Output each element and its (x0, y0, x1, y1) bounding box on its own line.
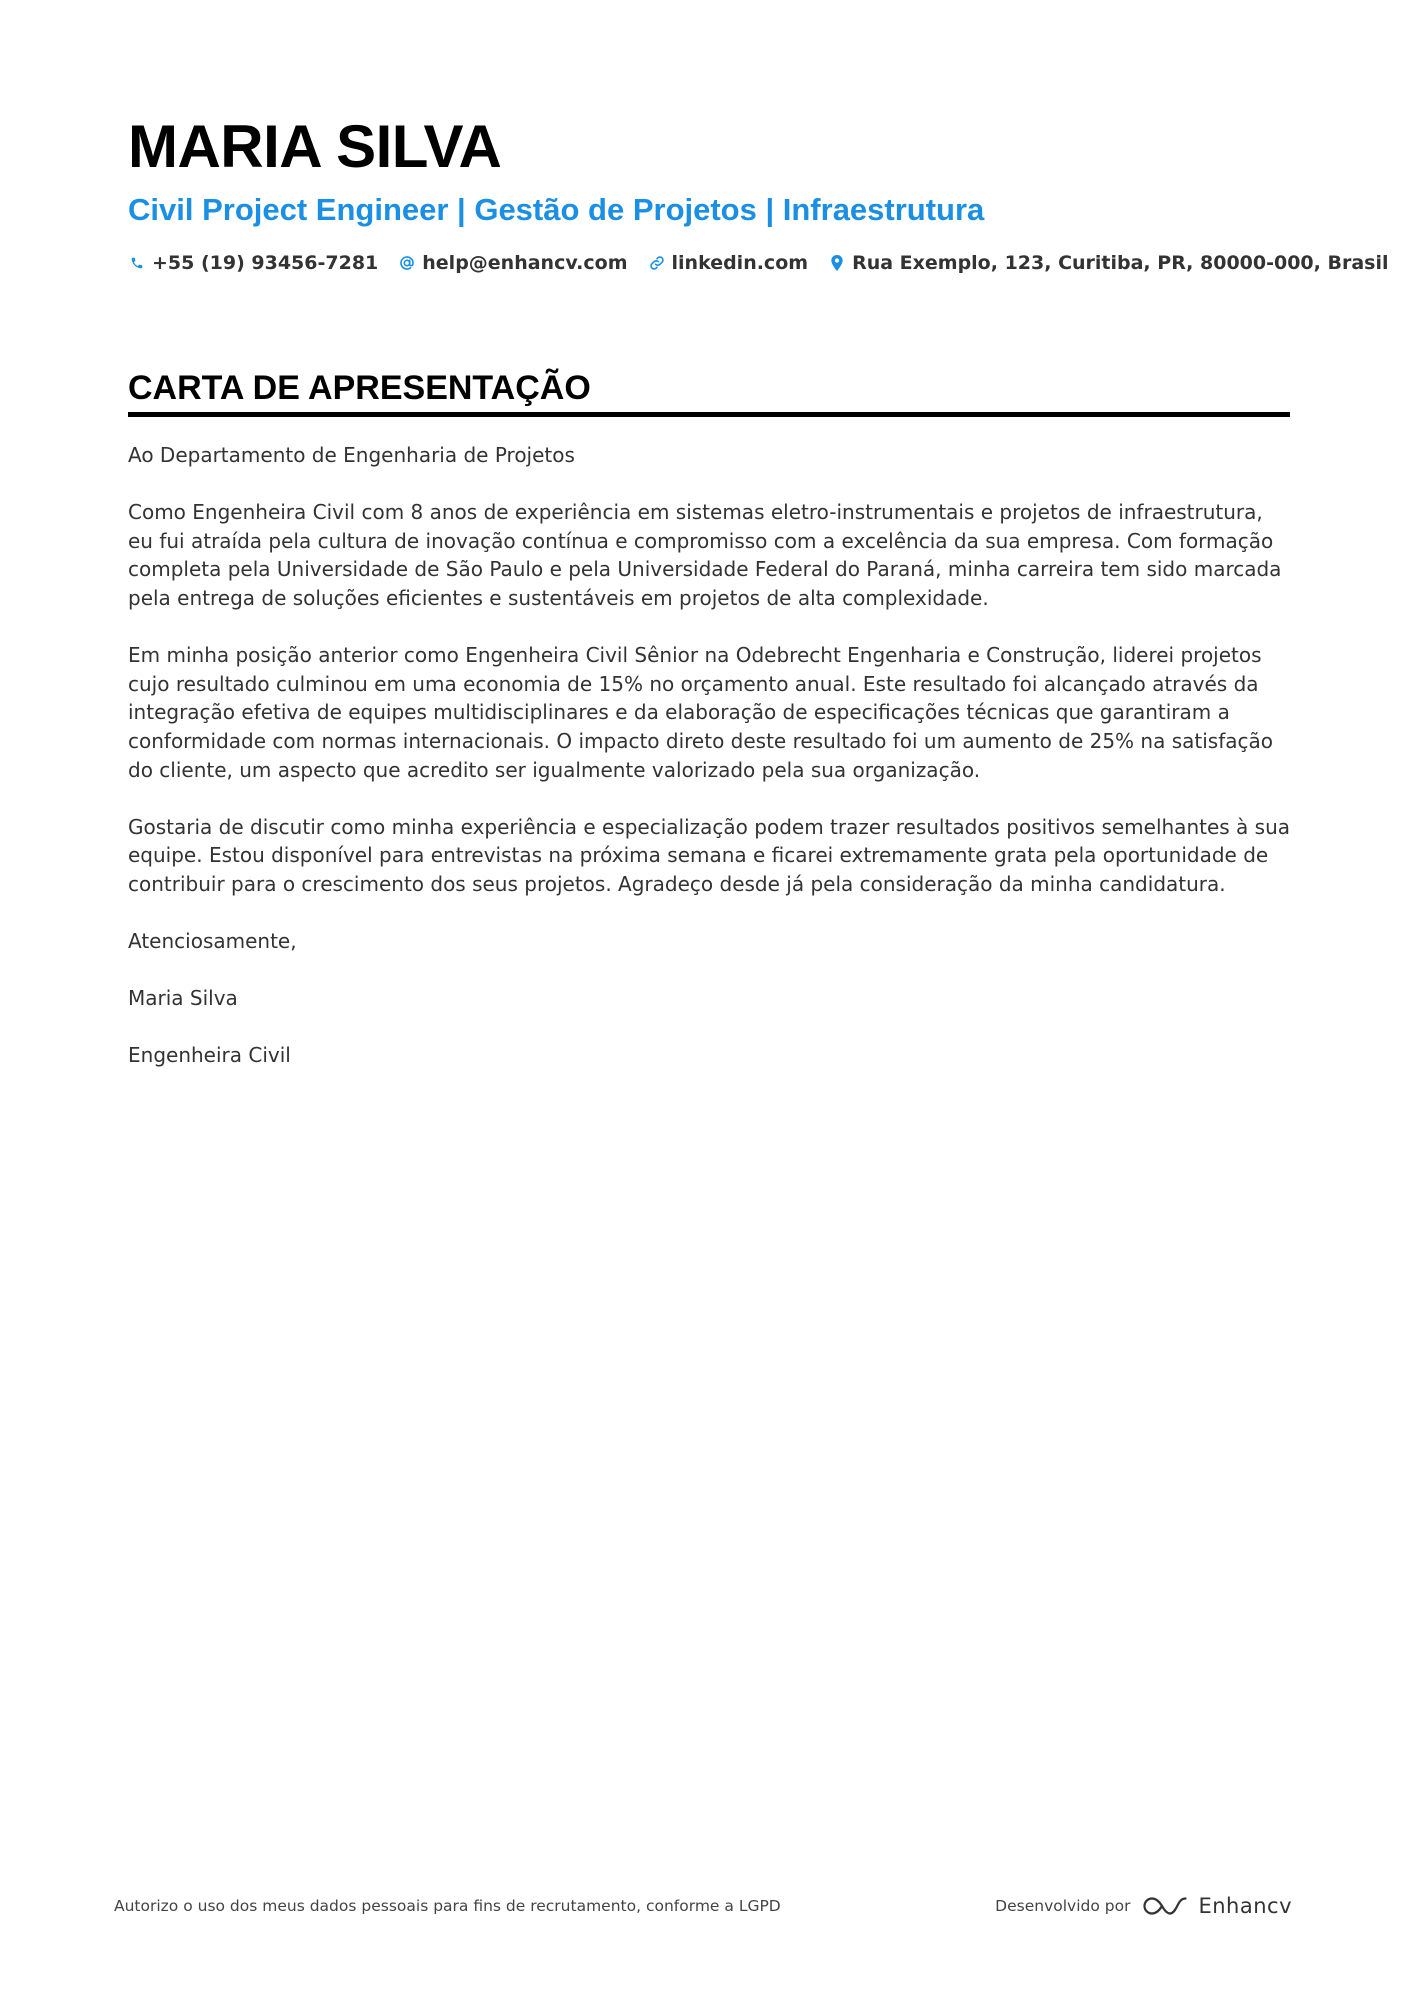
contact-address (828, 252, 1388, 274)
enhancv-logo-icon (1142, 1894, 1188, 1918)
contact-phone-text: +55 (19) 93456-7281 (152, 252, 379, 274)
contact-address-text: Rua Exemplo, 123, Curitiba, PR, 80000-000, Brasil (852, 252, 1389, 274)
paragraph-intro: Como Engenheira Civil com 8 anos de experiência em sistemas eletro-instrumentais e projetos de infraestrutura, eu fui atraída pela cultura de inovação contínua e compromisso com a excelência da sua empresa. Com formação completa pela Universidade de São Paulo e pela Universidade Federal do Paraná, minha carreira tem sido marcada pela entrega de soluções eficientes e sustentáveis em projetos de alta complexidade. (128, 500, 1282, 610)
sign-off: Atenciosamente, (128, 929, 297, 954)
contact-bar (128, 252, 1389, 274)
salutation: Ao Departamento de Engenharia de Projetos (128, 443, 575, 467)
enhancv-brand: Enhancv (1198, 1894, 1292, 1918)
signature-name: Maria Silva (128, 986, 238, 1011)
link-icon (648, 254, 666, 272)
at-icon (398, 254, 416, 272)
candidate-title: Civil Project Engineer | Gestão de Projetos | Infraestrutura (128, 192, 985, 227)
section-title: CARTA DE APRESENTAÇÃO (128, 366, 1290, 417)
lgpd-consent: Autorizo o uso dos meus dados pessoais para fins de recrutamento, conforme a LGPD (114, 1897, 781, 1915)
header (128, 112, 1389, 274)
phone-icon (128, 254, 146, 272)
powered-by-label: Desenvolvido por (995, 1897, 1131, 1915)
candidate-name: MARIA SILVA (128, 113, 502, 180)
contact-phone (128, 252, 378, 274)
letter-body (128, 441, 1290, 1070)
cover-letter-section (128, 366, 1290, 1099)
powered-by (995, 1894, 1292, 1918)
contact-email-text[interactable]: help@enhancv.com (422, 252, 628, 274)
contact-email[interactable] (398, 252, 627, 274)
footer (114, 1894, 1292, 1918)
paragraph-closing: Gostaria de discutir como minha experiência e especialização podem trazer resultados positivos semelhantes à sua equipe. Estou disponível para entrevistas na próxima semana e ficarei extremamente grata pela oportunidade de contribuir para o crescimento dos seus projetos. Agradeço desde já pela consideração da minha candidatura. (128, 814, 1291, 896)
paragraph-experience: Em minha posição anterior como Engenheira Civil Sênior na Odebrecht Engenharia e Construção, liderei projetos cujo resultado culminou em uma economia de 15% no orçamento anual. Este resultado foi alcançado através da integração efetiva de equipes multidisciplinares e da elaboração de especificações técnicas que garantiram a conformidade com normas internacionais. O impacto direto deste resultado foi um aumento de 25% na satisfação do cliente, um aspecto que acredito ser igualmente valorizado pela sua organização. (128, 643, 1273, 782)
signature-title: Engenheira Civil (128, 1043, 291, 1068)
location-pin-icon (828, 254, 846, 272)
contact-linkedin[interactable] (648, 252, 809, 274)
contact-linkedin-text[interactable]: linkedin.com (671, 252, 809, 274)
